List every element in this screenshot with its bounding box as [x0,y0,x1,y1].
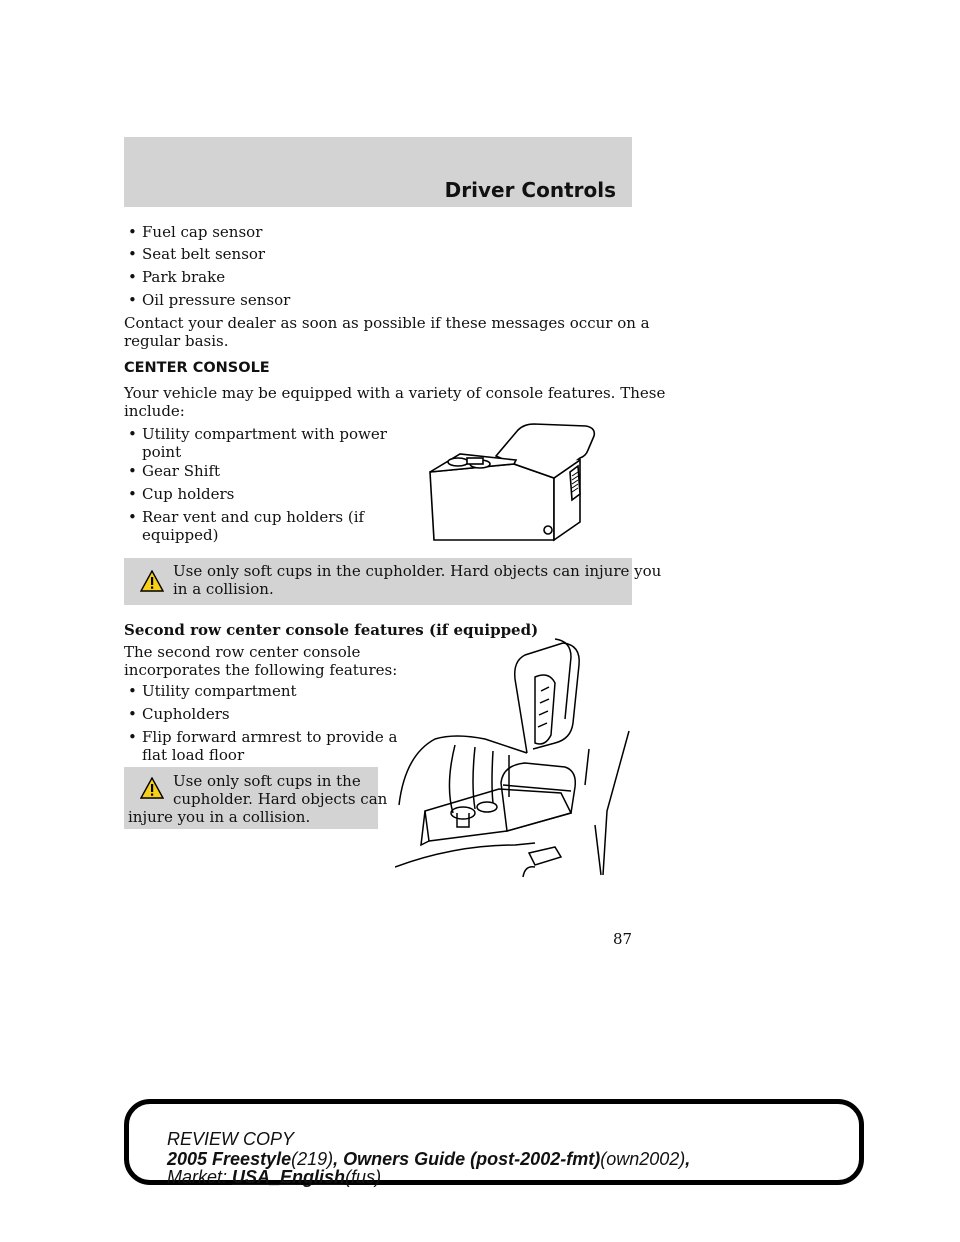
list-item-text: Utility compartment with power [142,425,387,443]
contact-text-line: Contact your dealer as soon as possible if these messages occur on a [124,314,650,332]
list-item-text: Oil pressure sensor [142,291,291,309]
footer-review-copy: REVIEW COPY [167,1129,295,1149]
warning-text: in a collision. [173,580,274,598]
footer-sep: , [333,1149,339,1169]
footer-model-code: (219) [291,1149,334,1169]
second-row-intro-line: incorporates the following features: [124,661,398,679]
warning-text: Use only soft cups in the cupholder. Hard objects can injure you [173,562,662,580]
footer-market-line [167,1167,381,1187]
warning-box [124,558,662,605]
list-item-text: Gear Shift [142,462,221,480]
page-title: Driver Controls [444,178,616,202]
warning-box [124,767,388,829]
list-item-text: Cupholders [142,705,230,723]
footer-guide-code: (own2002) [600,1149,686,1169]
console-intro-line: Your vehicle may be equipped with a variety of console features. These [124,384,666,402]
list-item-text: flat load floor [142,746,245,764]
footer-guide-line [167,1149,690,1169]
footer-box [124,1099,864,1185]
footer-market: USA_English [232,1167,346,1187]
console-intro-line: include: [124,402,185,420]
warning-icon [140,777,164,799]
footer-comma: , [685,1149,691,1169]
warning-text: injure you in a collision. [128,808,311,826]
list-item-text: Seat belt sensor [142,245,266,263]
center-console-illustration [420,420,610,545]
list-item-text: Fuel cap sensor [142,223,263,241]
footer-market-label: Market: [167,1167,228,1187]
section-heading-second-row: Second row center console features (if equipped) [124,621,539,639]
list-item-text: equipped) [142,526,219,544]
second-row-intro-line: The second row center console [124,643,361,661]
list-item-text: Cup holders [142,485,235,503]
second-row-console-illustration [395,635,635,880]
warning-text: Use only soft cups in the [173,772,361,790]
warning-icon [140,570,164,592]
list-item-text: Utility compartment [142,682,297,700]
list-item-text: point [142,443,182,461]
footer-model: 2005 Freestyle [167,1149,292,1169]
list-item-text: Park brake [142,268,226,286]
page-number: 87 [613,930,633,948]
section-heading-center-console: CENTER CONSOLE [124,360,270,376]
header-band [124,137,632,207]
warning-text: cupholder. Hard objects can [173,790,388,808]
contact-text-line: regular basis. [124,332,229,350]
list-item-text: Rear vent and cup holders (if [142,508,365,526]
list-item-text: Flip forward armrest to provide a [142,728,398,746]
footer-market-code: (fus) [345,1167,382,1187]
footer-guide: Owners Guide (post-2002-fmt) [343,1149,601,1169]
